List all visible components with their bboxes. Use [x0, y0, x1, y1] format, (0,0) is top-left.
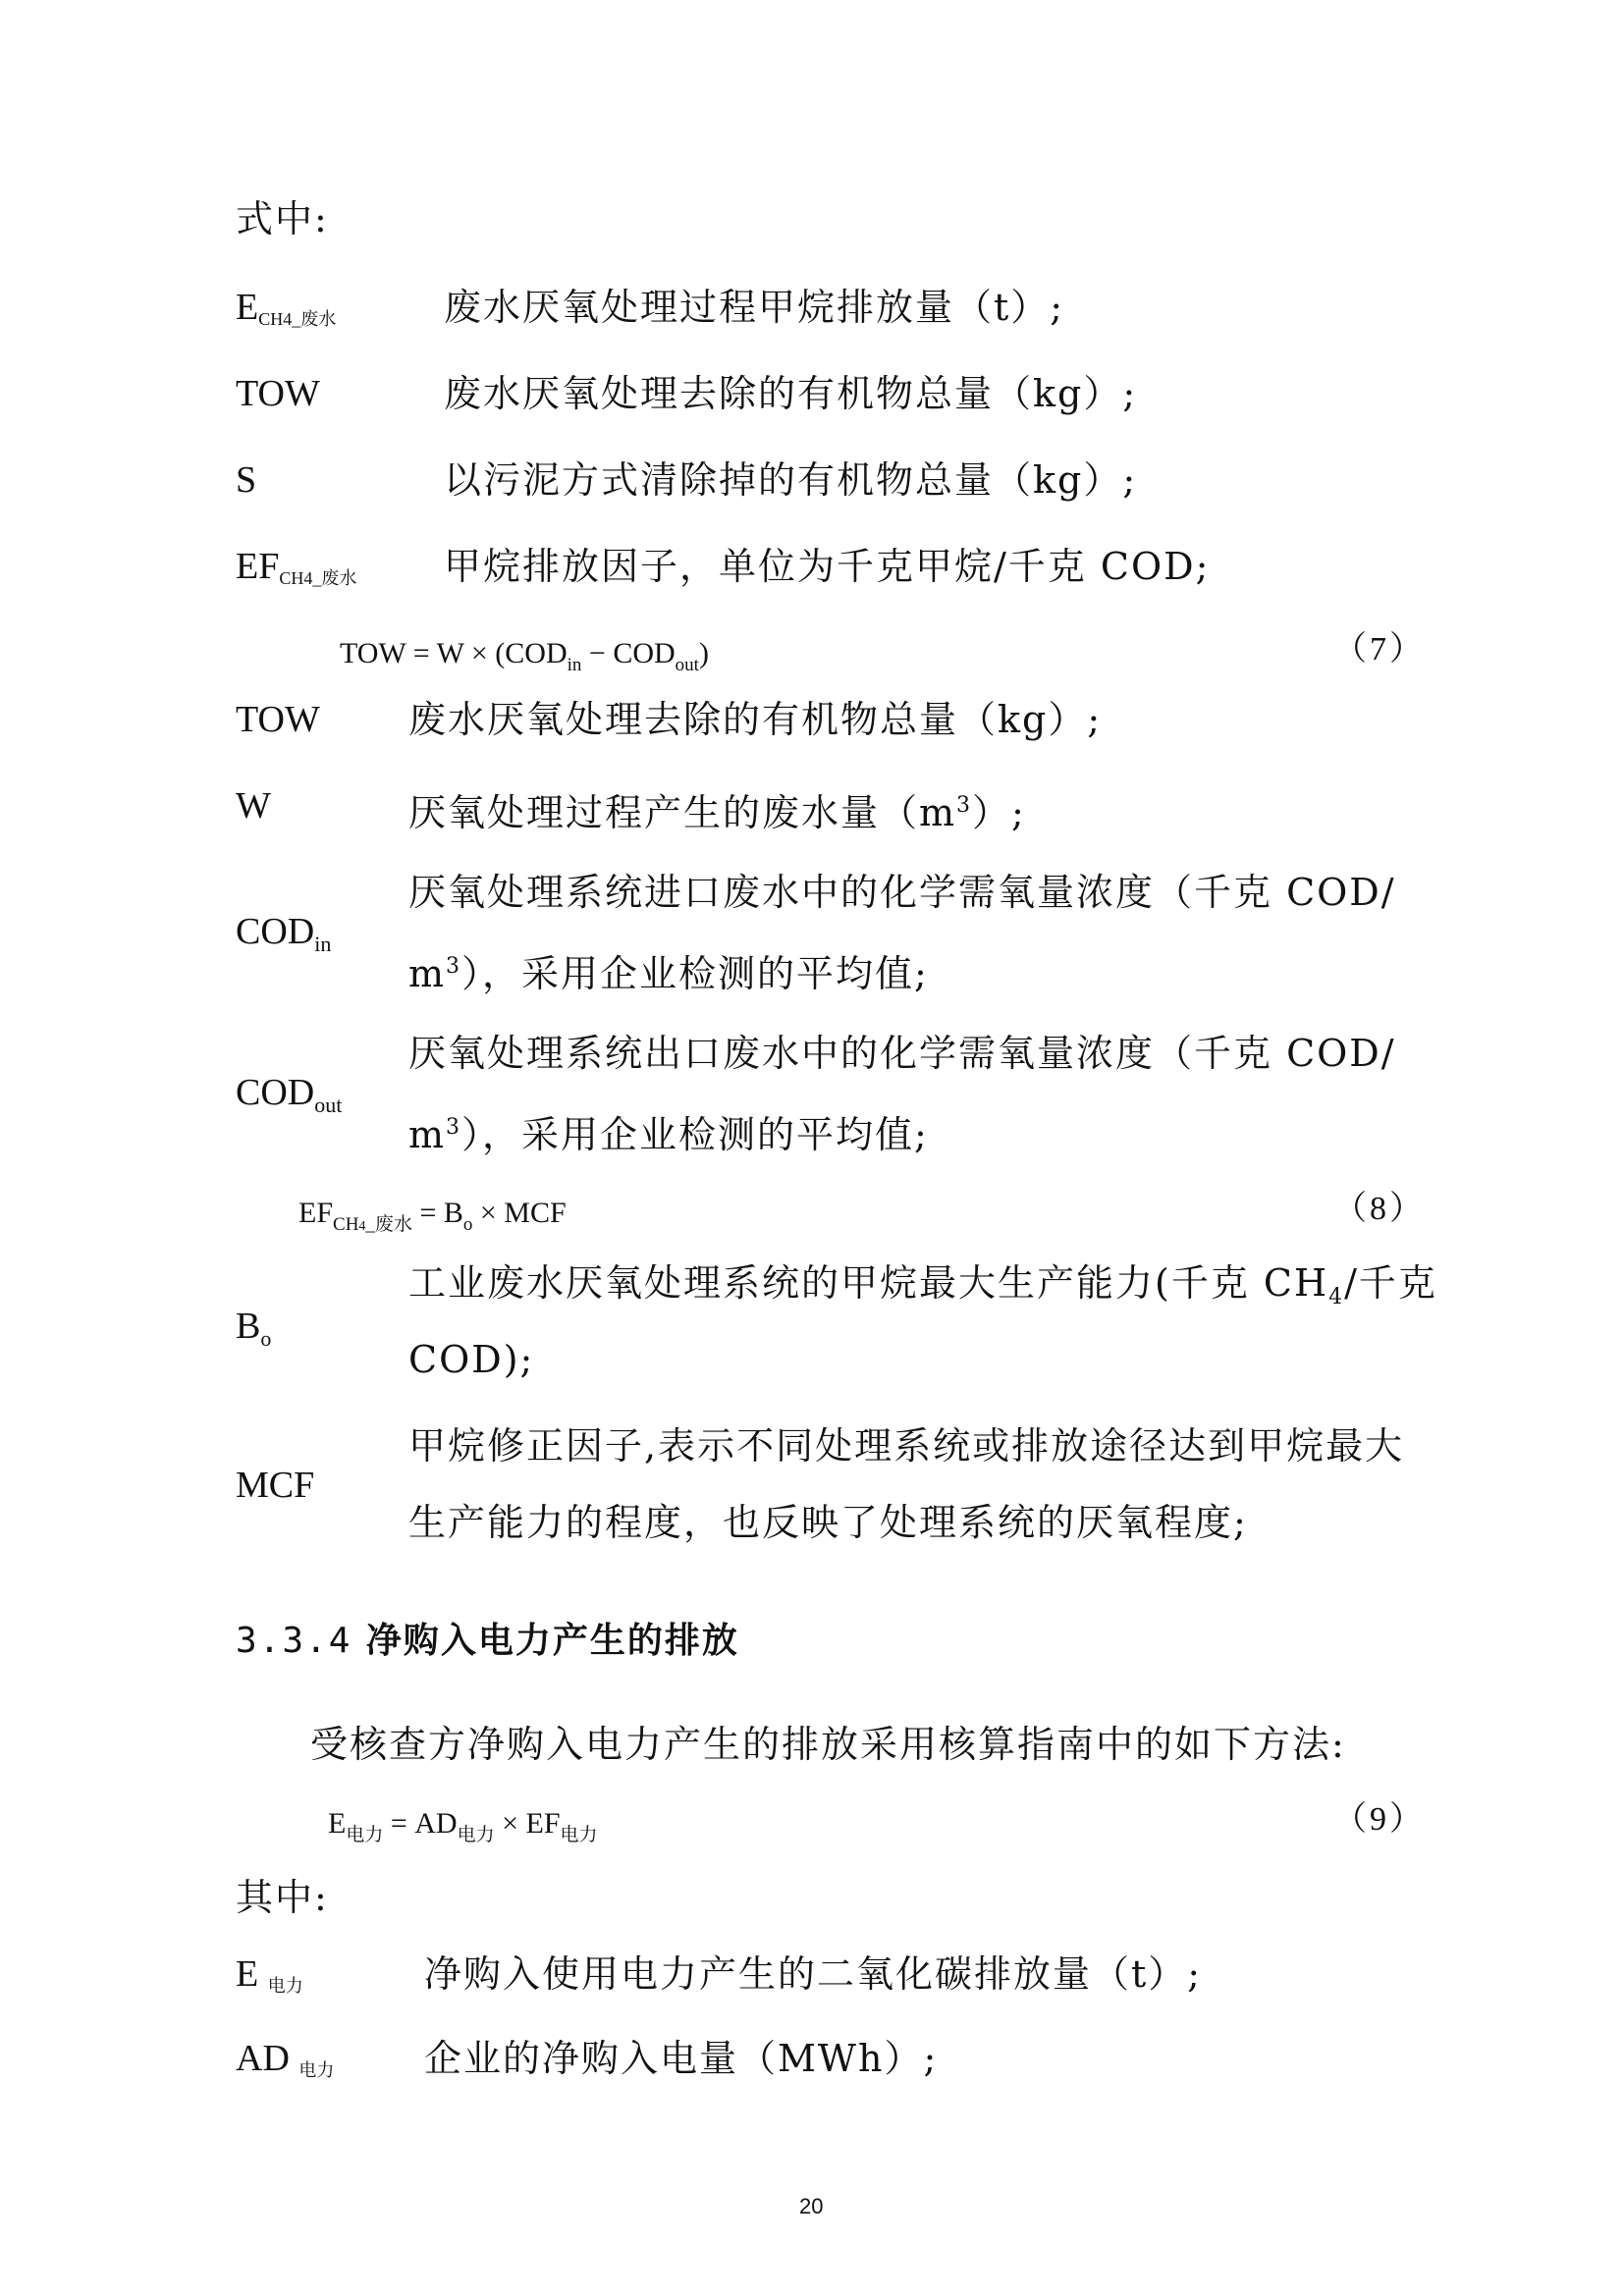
- definition-e-ch4: 废水厌氧处理过程甲烷排放量（t）;: [444, 286, 1065, 329]
- definition-bo-line1: 工业废水厌氧处理系统的甲烷最大生产能力(千克 $CH_4/$千克: [408, 1261, 1437, 1309]
- symbol-bo: $B_o$: [236, 1306, 272, 1351]
- definition-s: 以污泥方式清除掉的有机物总量（kg）;: [444, 458, 1138, 502]
- definition-tow-2: 废水厌氧处理去除的有机物总量（kg）;: [408, 698, 1103, 741]
- where-intro: 式中:: [236, 197, 329, 240]
- symbol-ad-electricity: AD $_{电力}$: [236, 2038, 335, 2080]
- symbol-tow-2: TOW: [236, 699, 320, 740]
- symbol-mcf: MCF: [236, 1465, 315, 1506]
- definition-mcf-line1: 甲烷修正因子,表示不同处理系统或排放途径达到甲烷最大: [408, 1424, 1405, 1468]
- section-intro: 受核查方净购入电力产生的排放采用核算指南中的如下方法:: [310, 1723, 1346, 1766]
- equation-8-number: （8）: [1333, 1191, 1426, 1227]
- where-intro-2: 其中:: [236, 1876, 329, 1919]
- definition-ef-ch4: 甲烷排放因子，单位为千克甲烷/千克 COD;: [444, 545, 1211, 588]
- definition-cod-out-line2: $m^3$），采用企业检测的平均值;: [408, 1113, 929, 1156]
- equation-8: $EF_{CH4\_废水} = B_o$ × MCF: [298, 1197, 567, 1235]
- definition-bo-line2: COD);: [408, 1338, 535, 1381]
- symbol-e-electricity: E $_{电力}$: [236, 1953, 303, 1996]
- equation-9-number: （9）: [1333, 1801, 1426, 1838]
- symbol-ef-ch4: $EF_{CH4\_废水}$: [236, 546, 357, 588]
- symbol-e-ch4: $E_{CH4\_废水}$: [236, 287, 337, 329]
- definition-cod-in-line1: 厌氧处理系统进口废水中的化学需氧量浓度（千克 COD/: [408, 871, 1396, 914]
- definition-cod-in-line2: $m^3$），采用企业检测的平均值;: [408, 952, 929, 995]
- definition-ad-electricity: 企业的净购入电量（MWh）;: [424, 2037, 939, 2080]
- symbol-w: W: [236, 785, 271, 827]
- symbol-tow: TOW: [236, 373, 320, 414]
- symbol-s: S: [236, 459, 257, 501]
- equation-7: TOW = $W \times (COD_{in} - COD_{out})$: [340, 637, 709, 675]
- definition-cod-out-line1: 厌氧处理系统出口废水中的化学需氧量浓度（千克 COD/: [408, 1032, 1396, 1075]
- equation-9: $E_{电力} = AD_{电力} \times EF_{电力}$: [328, 1807, 598, 1845]
- section-heading: 3.3.4 净购入电力产生的排放: [236, 1620, 739, 1661]
- page-number: 20: [799, 2194, 824, 2218]
- equation-7-number: （7）: [1333, 631, 1426, 667]
- definition-mcf-line2: 生产能力的程度，也反映了处理系统的厌氧程度;: [408, 1501, 1248, 1544]
- definition-e-electricity: 净购入使用电力产生的二氧化碳排放量（t）;: [424, 1952, 1203, 1996]
- definition-w: 厌氧处理过程产生的废水量$(m^3)$;: [408, 791, 1026, 834]
- definition-tow: 废水厌氧处理去除的有机物总量（kg）;: [444, 372, 1138, 415]
- symbol-cod-out: $COD_{out}$: [236, 1072, 343, 1117]
- symbol-cod-in: $COD_{in}$: [236, 911, 332, 956]
